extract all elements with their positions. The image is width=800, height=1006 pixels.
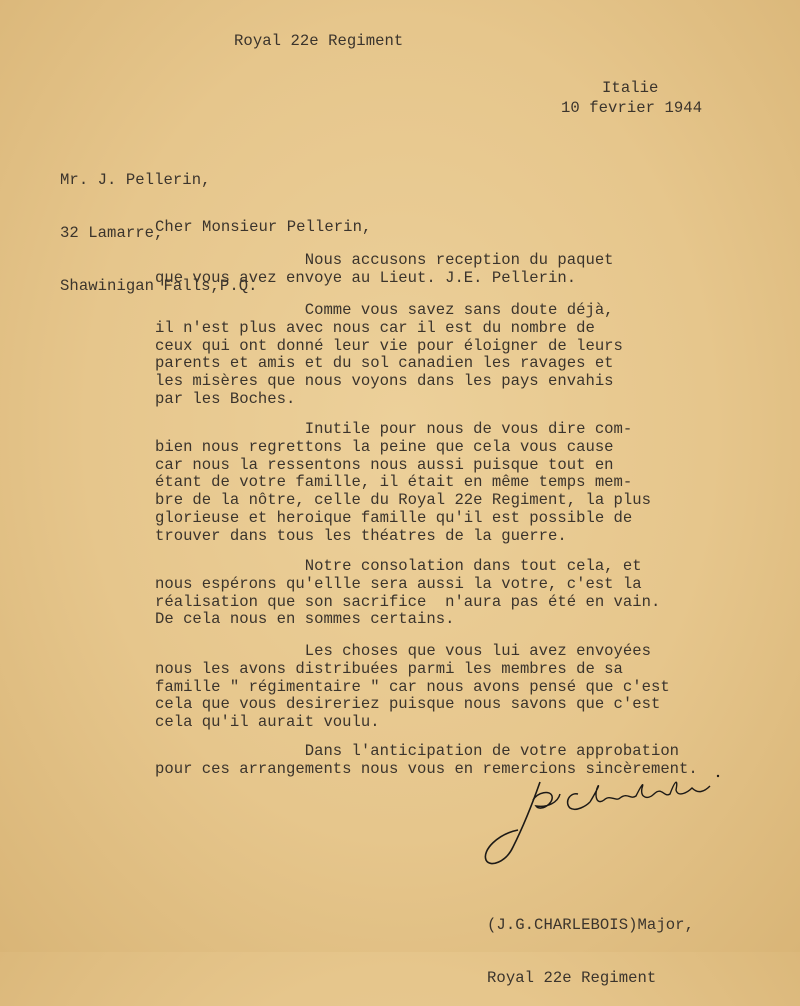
signatory-block	[487, 881, 694, 1006]
text-line: De cela nous en sommes certains.	[155, 610, 455, 629]
signatory-unit: Royal 22e Regiment	[487, 968, 657, 987]
text-line: bre de la nôtre, celle du Royal 22e Regiment, la plus	[155, 491, 651, 510]
text-line: famille " régimentaire " car nous avons pensé que c'est	[155, 677, 670, 696]
text-line: Notre consolation dans tout cela, et	[155, 557, 642, 575]
text-line: étant de votre famille, il était en même temps mem-	[155, 473, 633, 492]
paragraph	[155, 643, 670, 732]
text-line: nous les avons distribuées parmi les membres de sa	[155, 659, 623, 678]
letterhead: Royal 22e Regiment	[234, 32, 404, 50]
place: Italie	[602, 79, 659, 97]
text-line: les misères que nous voyons dans les pays envahis	[155, 372, 614, 391]
text-line: cela que vous desireriez puisque nous savons que c'est	[155, 695, 661, 714]
text-line: glorieuse et heroique famille qu'il est possible de	[155, 508, 633, 527]
signatory-name: (J.G.CHARLEBOIS)Major,	[487, 915, 694, 934]
text-line: il n'est plus avec nous car il est du nombre de	[155, 318, 595, 337]
paragraph	[155, 302, 623, 409]
paragraph	[155, 558, 660, 629]
text-line: Les choses que vous lui avez envoyées	[155, 642, 651, 660]
text-line: Inutile pour nous de vous dire com-	[155, 420, 633, 438]
text-line: ceux qui ont donné leur vie pour éloigner de leurs	[155, 336, 623, 355]
text-line: pour ces arrangements nous vous en remercions sincèrement.	[155, 759, 698, 778]
text-line: réalisation que son sacrifice n'aura pas été en vain.	[155, 592, 661, 611]
recipient-city: Shawinigan Falls,P.Q.	[60, 277, 258, 296]
text-line: trouver dans tous les théatres de la guerre.	[155, 526, 567, 545]
salutation: Cher Monsieur Pellerin,	[155, 218, 372, 236]
text-line: Dans l'anticipation de votre approbation	[155, 742, 680, 760]
text-line: Comme vous savez sans doute déjà,	[155, 301, 614, 319]
text-line: Nous accusons reception du paquet	[155, 251, 614, 269]
recipient-street: 32 Lamarre,	[60, 223, 164, 242]
date: 10 fevrier 1944	[561, 99, 703, 117]
paragraph	[155, 252, 614, 288]
text-line: bien nous regrettons la peine que cela vous cause	[155, 437, 614, 456]
text-line: nous espérons qu'ellle sera aussi la votre, c'est la	[155, 574, 642, 593]
text-line: car nous la ressentons nous aussi puisque tout en	[155, 455, 614, 474]
text-line: cela qu'il aurait voulu.	[155, 713, 380, 732]
recipient-name: Mr. J. Pellerin,	[60, 170, 211, 189]
handwritten-signature	[478, 772, 728, 872]
text-line: parents et amis et du sol canadien les ravages et	[155, 354, 614, 373]
text-line: que vous avez envoye au Lieut. J.E. Pellerin.	[155, 268, 577, 287]
paragraph	[155, 421, 651, 546]
text-line: par les Boches.	[155, 389, 296, 408]
